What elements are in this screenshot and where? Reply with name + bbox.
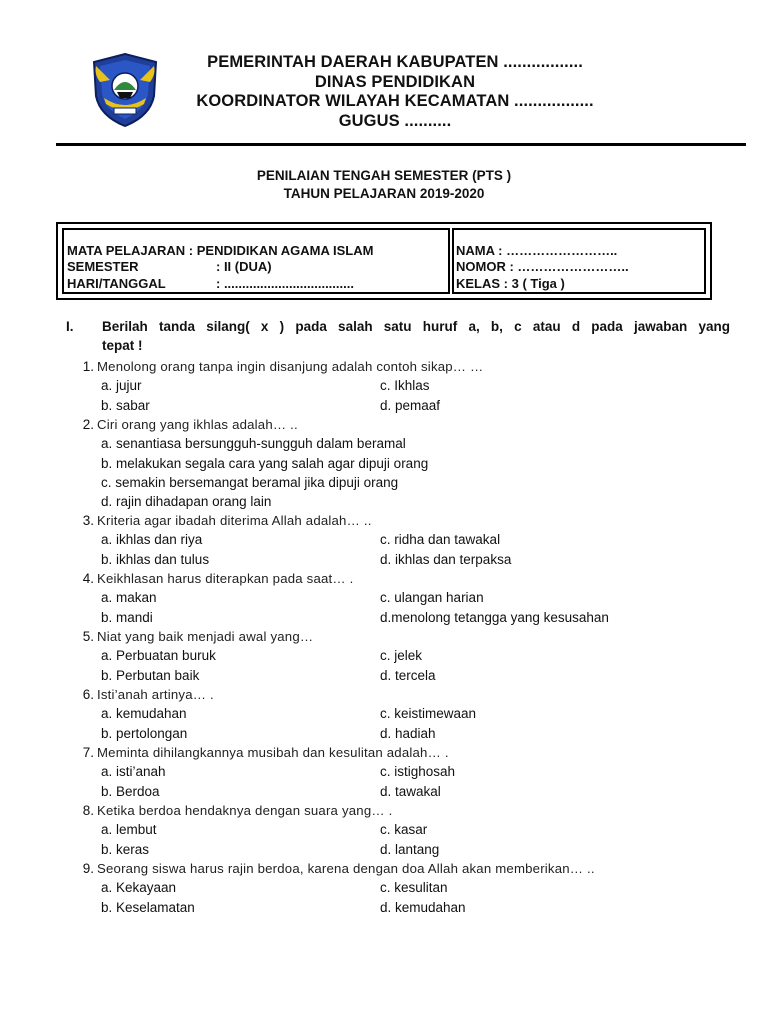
- regional-emblem-icon: [90, 52, 160, 128]
- date-label: HARI/TANGGAL: [67, 276, 166, 291]
- answer-option[interactable]: d.menolong tetangga yang kesusahan: [380, 609, 609, 625]
- answer-option[interactable]: d. hadiah: [380, 725, 436, 741]
- question-text: Keikhlasan harus diterapkan pada saat… .: [97, 571, 354, 586]
- exam-title: PENILAIAN TENGAH SEMESTER (PTS ): [256, 168, 512, 183]
- answer-option[interactable]: a. Perbuatan buruk: [101, 648, 216, 664]
- question-text: Ketika berdoa hendaknya dengan suara yang… .: [97, 803, 393, 818]
- header-divider: [56, 143, 746, 146]
- instruction-line-2: tepat !: [102, 338, 143, 353]
- header-line-1: PEMERINTAH DAERAH KABUPATEN .................: [207, 53, 583, 71]
- answer-option[interactable]: c. jelek: [380, 648, 423, 664]
- header-line-4: GUGUS ..........: [338, 111, 452, 130]
- answer-option[interactable]: a. isti’anah: [101, 764, 166, 780]
- answer-option[interactable]: a. kemudahan: [101, 706, 187, 722]
- question-number: 1.: [82, 359, 94, 374]
- question-text: Ciri orang yang ikhlas adalah… ..: [97, 417, 298, 432]
- answer-option[interactable]: a. lembut: [101, 822, 157, 838]
- question-number: 5.: [82, 629, 94, 644]
- question-text: Meminta dihilangkannya musibah dan kesulitan adalah… .: [97, 745, 449, 760]
- answer-option[interactable]: d. pemaaf: [380, 397, 441, 413]
- answer-option[interactable]: a. makan: [101, 590, 157, 606]
- academic-year: TAHUN PELAJARAN 2019-2020: [283, 186, 485, 201]
- answer-option[interactable]: b. Keselamatan: [101, 899, 195, 915]
- answer-option[interactable]: a. jujur: [101, 378, 142, 394]
- question-number: 7.: [82, 745, 94, 760]
- answer-option[interactable]: c. keistimewaan: [380, 706, 477, 722]
- answer-option[interactable]: c. ulangan harian: [380, 590, 484, 606]
- answer-option[interactable]: c. kasar: [380, 822, 428, 838]
- question-text: Niat yang baik menjadi awal yang…: [97, 629, 314, 644]
- question-number: 6.: [82, 687, 94, 702]
- answer-option[interactable]: d. rajin dihadapan orang lain: [101, 494, 272, 510]
- semester-value: : II (DUA): [216, 259, 272, 274]
- answer-option[interactable]: b. melakukan segala cara yang salah agar dipuji orang: [101, 455, 429, 471]
- answer-option[interactable]: b. pertolongan: [101, 725, 188, 741]
- answer-option[interactable]: c. kesulitan: [380, 880, 448, 896]
- answer-option[interactable]: d. kemudahan: [380, 899, 466, 915]
- instruction-line-1: Berilah tanda silang( x ) pada salah satu huruf a, b, c atau d pada jawaban yang: [102, 319, 730, 334]
- answer-option[interactable]: c. Ikhlas: [380, 378, 430, 394]
- name-field: NAMA : ……………………..: [456, 243, 618, 258]
- semester-label: SEMESTER: [67, 259, 139, 274]
- answer-option[interactable]: c. semakin bersemangat beramal jika dipuji orang: [101, 474, 399, 490]
- answer-option[interactable]: a. ikhlas dan riya: [101, 532, 203, 548]
- question-text: Kriteria agar ibadah diterima Allah adalah… ..: [97, 513, 372, 528]
- answer-option[interactable]: b. Perbutan baik: [101, 667, 200, 683]
- question-text: Isti’anah artinya… .: [97, 687, 214, 702]
- section-number: I.: [66, 319, 74, 334]
- answer-option[interactable]: d. ikhlas dan terpaksa: [380, 551, 512, 567]
- answer-option[interactable]: c. istighosah: [380, 764, 456, 780]
- question-text: Seorang siswa harus rajin berdoa, karena dengan doa Allah akan memberikan… ..: [97, 861, 595, 876]
- question-number: 3.: [82, 513, 94, 528]
- header-line-2: DINAS PENDIDIKAN: [314, 72, 476, 91]
- question-number: 9.: [82, 861, 94, 876]
- number-field: NOMOR : ……………………..: [456, 259, 629, 274]
- answer-option[interactable]: b. mandi: [101, 609, 153, 625]
- subject-label: MATA PELAJARAN : PENDIDIKAN AGAMA ISLAM: [67, 243, 374, 258]
- answer-option[interactable]: d. tercela: [380, 667, 436, 683]
- answer-option[interactable]: b. keras: [101, 841, 150, 857]
- answer-option[interactable]: b. sabar: [101, 397, 150, 413]
- date-value: : ....................................: [216, 276, 354, 291]
- question-number: 4.: [82, 571, 94, 586]
- question-number: 2.: [82, 417, 94, 432]
- answer-option[interactable]: d. lantang: [380, 841, 440, 857]
- question-text: Menolong orang tanpa ingin disanjung adalah contoh sikap… …: [97, 359, 484, 374]
- question-number: 8.: [82, 803, 94, 818]
- answer-option[interactable]: b. ikhlas dan tulus: [101, 551, 210, 567]
- answer-option[interactable]: c. ridha dan tawakal: [380, 532, 501, 548]
- answer-option[interactable]: a. Kekayaan: [101, 880, 177, 896]
- answer-option[interactable]: b. Berdoa: [101, 783, 160, 799]
- agency-header: [160, 53, 630, 131]
- answer-option[interactable]: d. tawakal: [380, 783, 441, 799]
- answer-option[interactable]: a. senantiasa bersungguh-sungguh dalam beramal: [101, 436, 406, 452]
- header-line-3: KOORDINATOR WILAYAH KECAMATAN .................: [196, 92, 594, 110]
- class-field: KELAS : 3 ( Tiga ): [456, 276, 565, 291]
